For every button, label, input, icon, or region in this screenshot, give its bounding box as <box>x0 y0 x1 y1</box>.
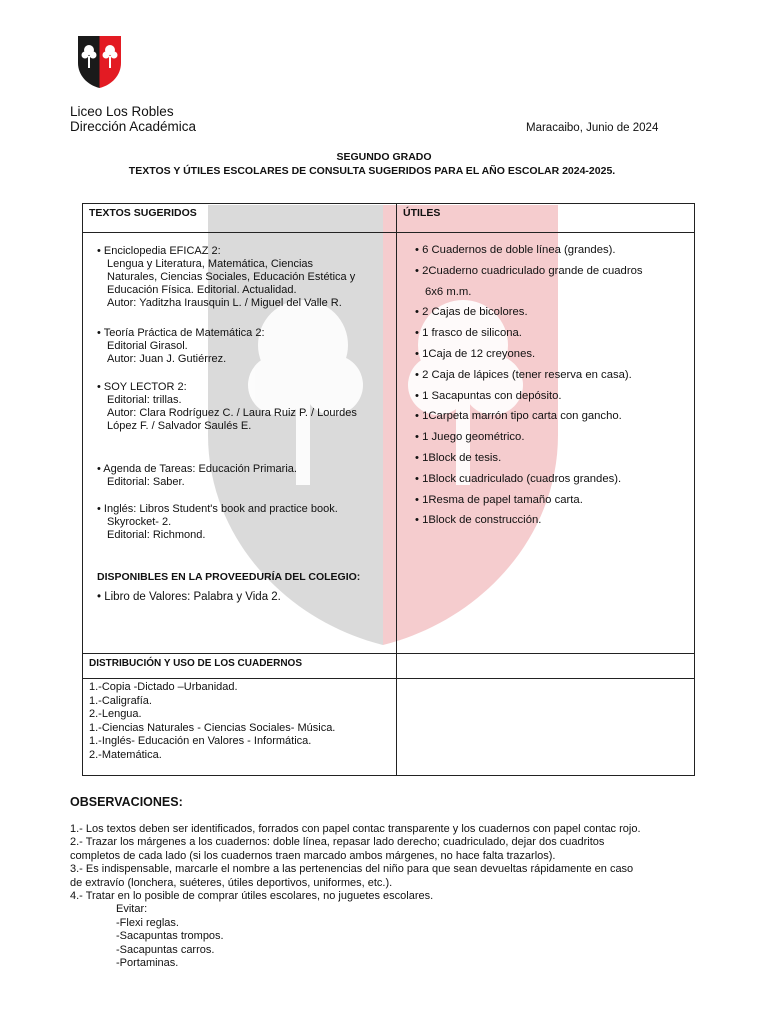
school-logo <box>77 35 122 89</box>
distribution-item: 2.-Lengua. <box>89 708 142 720</box>
book-item <box>97 503 379 542</box>
distribution-item: 1.-Inglés- Educación en Valores - Informática. <box>89 735 312 747</box>
supply-item: • 2 Cajas de bicolores. <box>415 306 528 319</box>
avoid-item: -Sacapuntas trompos. <box>116 930 224 943</box>
available-item: • Libro de Valores: Palabra y Vida 2. <box>97 591 281 603</box>
supply-item: • 6 Cuadernos de doble línea (grandes). <box>415 244 616 256</box>
observation-item: 4.- Tratar en lo posible de comprar útiles escolares, no juguetes escolares. <box>70 890 434 903</box>
book-item <box>97 327 379 366</box>
observation-item: 2.- Trazar los márgenes a los cuadernos: doble línea, repasar lado derecho; cuadriculado, dejar dos cuadritos <box>70 836 605 849</box>
book-title: • Inglés: Libros Student's book and practice book. <box>97 503 338 515</box>
supplies-column-header: ÚTILES <box>397 204 695 233</box>
book-title: • Agenda de Tareas: Educación Primaria. <box>97 463 297 475</box>
supplies-cell <box>397 233 695 654</box>
empty-cell <box>397 679 695 776</box>
book-detail: Editorial: Saber. <box>107 476 185 488</box>
distribution-item: 2.-Matemática. <box>89 748 162 761</box>
book-title: • Enciclopedia EFICAZ 2: <box>97 245 221 257</box>
book-title: • SOY LECTOR 2: <box>97 381 187 393</box>
book-detail: Educación Física. Editorial. Actualidad. <box>107 284 297 296</box>
document-title <box>0 150 768 178</box>
book-title: • Teoría Práctica de Matemática 2: <box>97 327 265 339</box>
observations-list <box>70 823 710 970</box>
supply-item: • 1 frasco de silicona. <box>415 327 522 340</box>
supply-item: • 1Block de tesis. <box>415 451 502 464</box>
book-detail: Naturales, Ciencias Sociales, Educación Estética y <box>107 271 356 283</box>
avoid-title: Evitar: <box>116 903 148 916</box>
books-cell <box>83 233 397 654</box>
book-detail: Skyrocket- 2. <box>107 516 172 528</box>
observation-item: completos de cada lado (si los cuadernos traen marcado ambos márgenes, no hace falta trazarlos). <box>70 849 556 862</box>
book-detail: Editorial: trillas. <box>107 394 182 406</box>
book-detail: Autor: Juan J. Gutiérrez. <box>107 353 227 365</box>
document-date: Maracaibo, Junio de 2024 <box>526 122 659 134</box>
observation-item: de extravío (lonchera, suéteres, útiles deportivos, uniformes, etc.). <box>70 876 393 889</box>
supply-item: • 1Block de construcción. <box>415 514 542 527</box>
observation-item: 1.- Los textos deben ser identificados, forrados con papel contac transparente y los cuadernos con papel contac rojo. <box>70 823 641 835</box>
book-detail: Editorial Girasol. <box>107 340 188 352</box>
book-detail: Autor: Yaditzha Irausquin L. / Miguel del Valle R. <box>107 297 342 309</box>
supply-item: • 1Block cuadriculado (cuadros grandes). <box>415 472 622 485</box>
avoid-item: -Portaminas. <box>116 957 179 970</box>
book-item <box>97 463 379 489</box>
grade-title: SEGUNDO GRADO <box>336 151 432 163</box>
department-name: Dirección Académica <box>70 119 197 134</box>
available-title: DISPONIBLES EN LA PROVEEDURÍA DEL COLEGIO: <box>97 571 361 583</box>
supply-item: • 1 Juego geométrico. <box>415 431 525 444</box>
book-item <box>97 245 379 310</box>
supply-item: • 1Resma de papel tamaño carta. <box>415 493 583 506</box>
supply-item: • 1Carpeta marrón tipo carta con gancho. <box>415 410 622 423</box>
books-column-header: TEXTOS SUGERIDOS <box>83 204 397 233</box>
distribution-item: 1.-Copia -Dictado –Urbanidad. <box>89 681 238 693</box>
distribution-item: 1.-Ciencias Naturales - Ciencias Sociales- Música. <box>89 721 336 734</box>
supply-item: • 2Cuaderno cuadriculado grande de cuadros <box>415 264 643 277</box>
avoid-item: -Flexi reglas. <box>116 916 179 929</box>
supply-item: • 2 Caja de lápices (tener reserva en casa). <box>415 368 632 381</box>
empty-cell <box>397 654 695 679</box>
observations-title: OBSERVACIONES: <box>70 795 183 809</box>
supply-item: • 1 Sacapuntas con depósito. <box>415 389 562 402</box>
distribution-header: DISTRIBUCIÓN Y USO DE LOS CUADERNOS <box>83 654 397 679</box>
supplies-table <box>82 203 695 776</box>
supply-item: 6x6 m.m. <box>425 285 472 298</box>
book-detail: Lengua y Literatura, Matemática, Ciencias <box>107 258 314 270</box>
book-detail: López F. / Salvador Saulés E. <box>107 420 252 432</box>
supply-item: • 1Caja de 12 creyones. <box>415 347 536 360</box>
book-item <box>97 381 379 433</box>
book-detail: Editorial: Richmond. <box>107 529 206 541</box>
distribution-item: 1.-Caligrafía. <box>89 694 152 707</box>
book-detail: Autor: Clara Rodríguez C. / Laura Ruiz P. / Lourdes <box>107 407 357 419</box>
avoid-item: -Sacapuntas carros. <box>116 943 215 956</box>
observation-item: 3.- Es indispensable, marcarle el nombre a las pertenencias del niño para que sean devueltas rápidamente en caso <box>70 863 634 876</box>
school-header <box>70 104 196 134</box>
distribution-list <box>83 679 397 776</box>
document-subtitle: TEXTOS Y ÚTILES ESCOLARES DE CONSULTA SUGERIDOS PARA EL AÑO ESCOLAR 2024-2025. <box>128 165 616 177</box>
school-name: Liceo Los Robles <box>70 104 174 119</box>
